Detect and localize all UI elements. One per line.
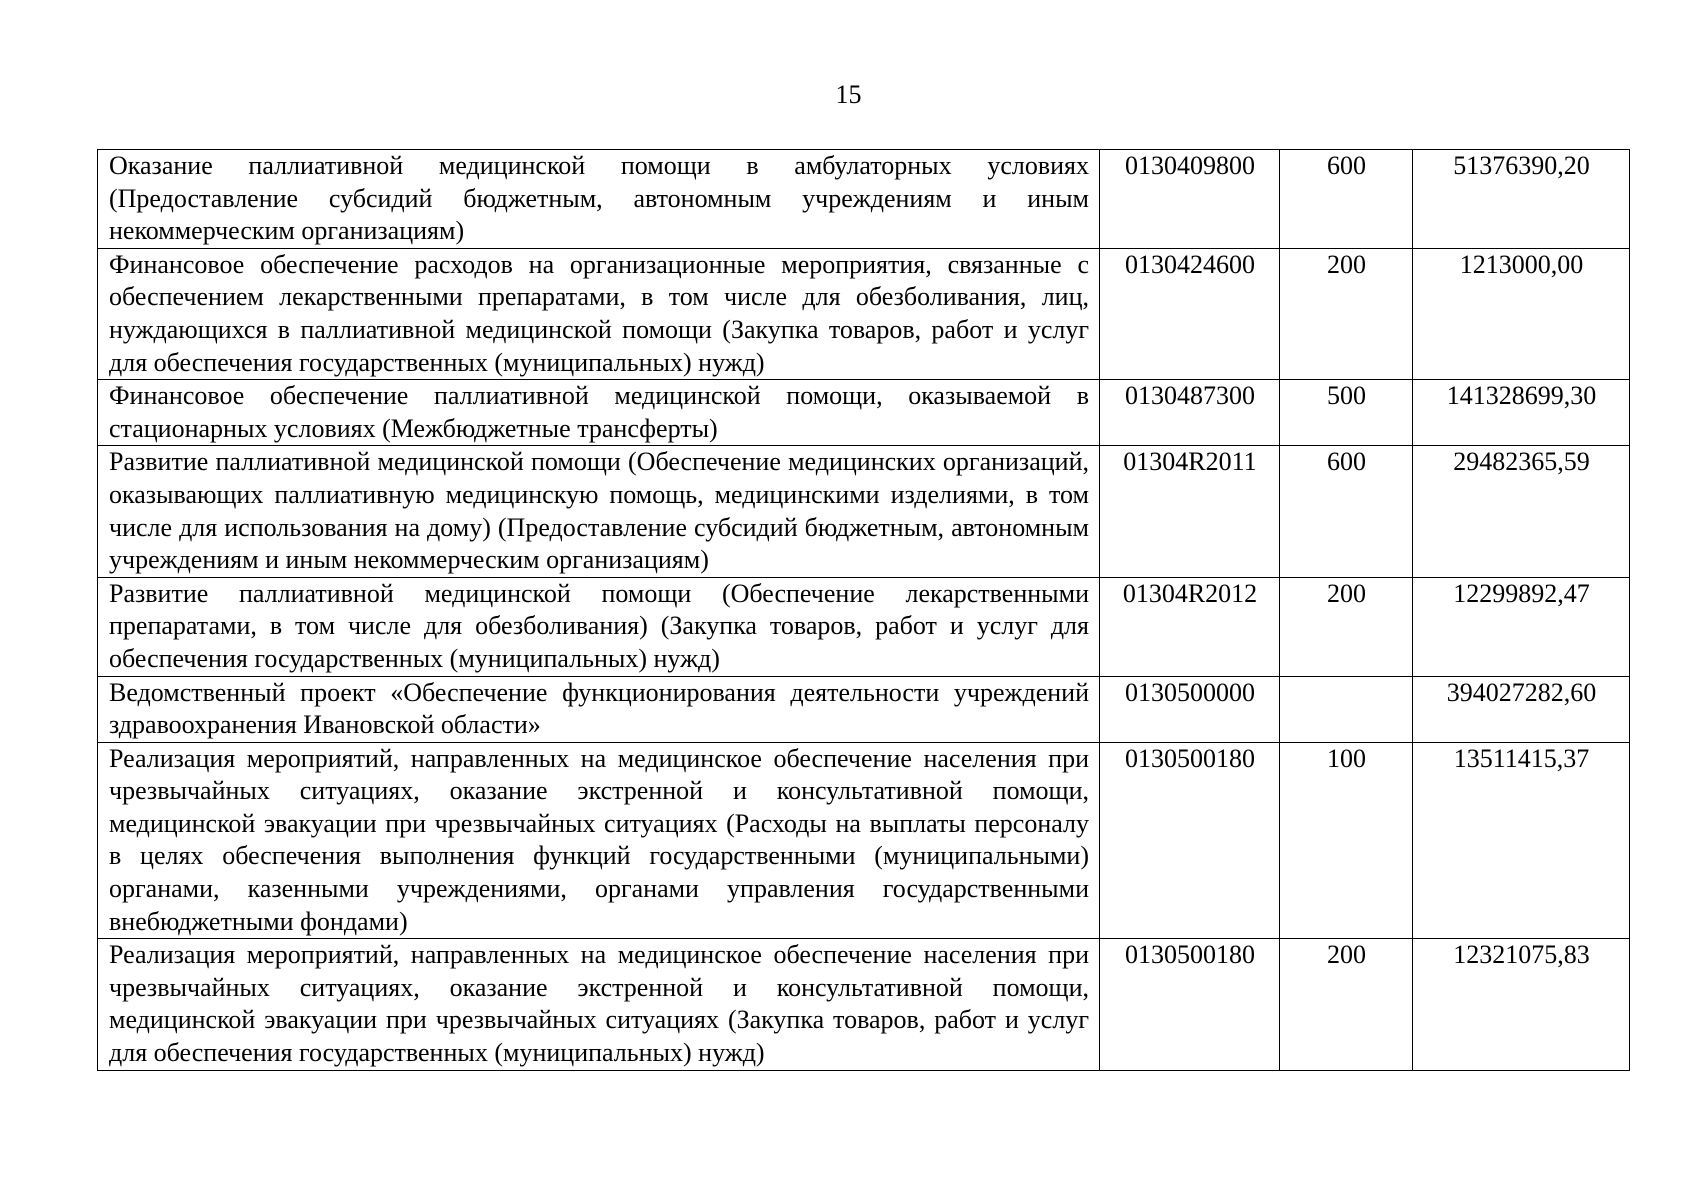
target-code-cell: 01304R2012 [1100, 577, 1280, 676]
table-row [98, 446, 1630, 577]
target-code-cell: 01304R2011 [1100, 446, 1280, 577]
expense-name-cell: Развитие паллиативной медицинской помощи (Обеспечение лекарственными препаратами, в том числе для обезболивания) (Закупка товаров, работ и услуг для обеспечения государственных (муниципальных) нужд) [98, 577, 1100, 676]
page-number: 15 [835, 80, 862, 109]
table-row [98, 939, 1630, 1070]
expense-kind-cell: 200 [1280, 248, 1413, 379]
table-row [98, 742, 1630, 939]
amount-cell: 12299892,47 [1413, 577, 1630, 676]
table-row [98, 577, 1630, 676]
amount-cell: 394027282,60 [1413, 676, 1630, 742]
expense-name-cell: Реализация мероприятий, направленных на медицинское обеспечение населения при чрезвычайных ситуациях, оказание экстренной и консультативной помощи, медицинской эвакуации при чрезвычайных ситуациях (Расходы на выплаты персоналу в целях обеспечения выполнения функций государственными (муниципальными) органами, казенными учреждениями, органами управления государственными внебюджетными фондами) [98, 742, 1100, 939]
expense-kind-cell: 200 [1280, 939, 1413, 1070]
amount-cell: 1213000,00 [1413, 248, 1630, 379]
table-row [98, 380, 1630, 446]
table-row [98, 676, 1630, 742]
amount-cell: 29482365,59 [1413, 446, 1630, 577]
expense-kind-cell: 200 [1280, 577, 1413, 676]
amount-cell: 13511415,37 [1413, 742, 1630, 939]
table-row [98, 150, 1630, 249]
expense-kind-cell: 100 [1280, 742, 1413, 939]
amount-cell: 12321075,83 [1413, 939, 1630, 1070]
amount-cell: 141328699,30 [1413, 380, 1630, 446]
target-code-cell: 0130409800 [1100, 150, 1280, 249]
expense-name-cell: Оказание паллиативной медицинской помощи в амбулаторных условиях (Предоставление субсидий бюджетным, автономным учреждениям и иным некоммерческим организациям) [98, 150, 1100, 249]
budget-table [97, 149, 1630, 1071]
expense-kind-cell [1280, 676, 1413, 742]
expense-name-cell: Финансовое обеспечение паллиативной медицинской помощи, оказываемой в стационарных условиях (Межбюджетные трансферты) [98, 380, 1100, 446]
target-code-cell: 0130500180 [1100, 939, 1280, 1070]
target-code-cell: 0130487300 [1100, 380, 1280, 446]
expense-kind-cell: 500 [1280, 380, 1413, 446]
expense-name-cell: Развитие паллиативной медицинской помощи (Обеспечение медицинских организаций, оказывающих паллиативную медицинскую помощь, медицинскими изделиями, в том числе для использования на дому) (Предоставление субсидий бюджетным, автономным учреждениям и иным некоммерческим организациям) [98, 446, 1100, 577]
target-code-cell: 0130500000 [1100, 676, 1280, 742]
table-row [98, 248, 1630, 379]
expense-name-cell: Финансовое обеспечение расходов на организационные мероприятия, связанные с обеспечением лекарственными препаратами, в том числе для обезболивания, лиц, нуждающихся в паллиативной медицинской помощи (Закупка товаров, работ и услуг для обеспечения государственных (муниципальных) нужд) [98, 248, 1100, 379]
expense-name-cell: Ведомственный проект «Обеспечение функционирования деятельности учреждений здравоохранения Ивановской области» [98, 676, 1100, 742]
amount-cell: 51376390,20 [1413, 150, 1630, 249]
target-code-cell: 0130424600 [1100, 248, 1280, 379]
expense-kind-cell: 600 [1280, 150, 1413, 249]
target-code-cell: 0130500180 [1100, 742, 1280, 939]
expense-name-cell: Реализация мероприятий, направленных на медицинское обеспечение населения при чрезвычайных ситуациях, оказание экстренной и консультативной помощи, медицинской эвакуации при чрезвычайных ситуациях (Закупка товаров, работ и услуг для обеспечения государственных (муниципальных) нужд) [98, 939, 1100, 1070]
expense-kind-cell: 600 [1280, 446, 1413, 577]
